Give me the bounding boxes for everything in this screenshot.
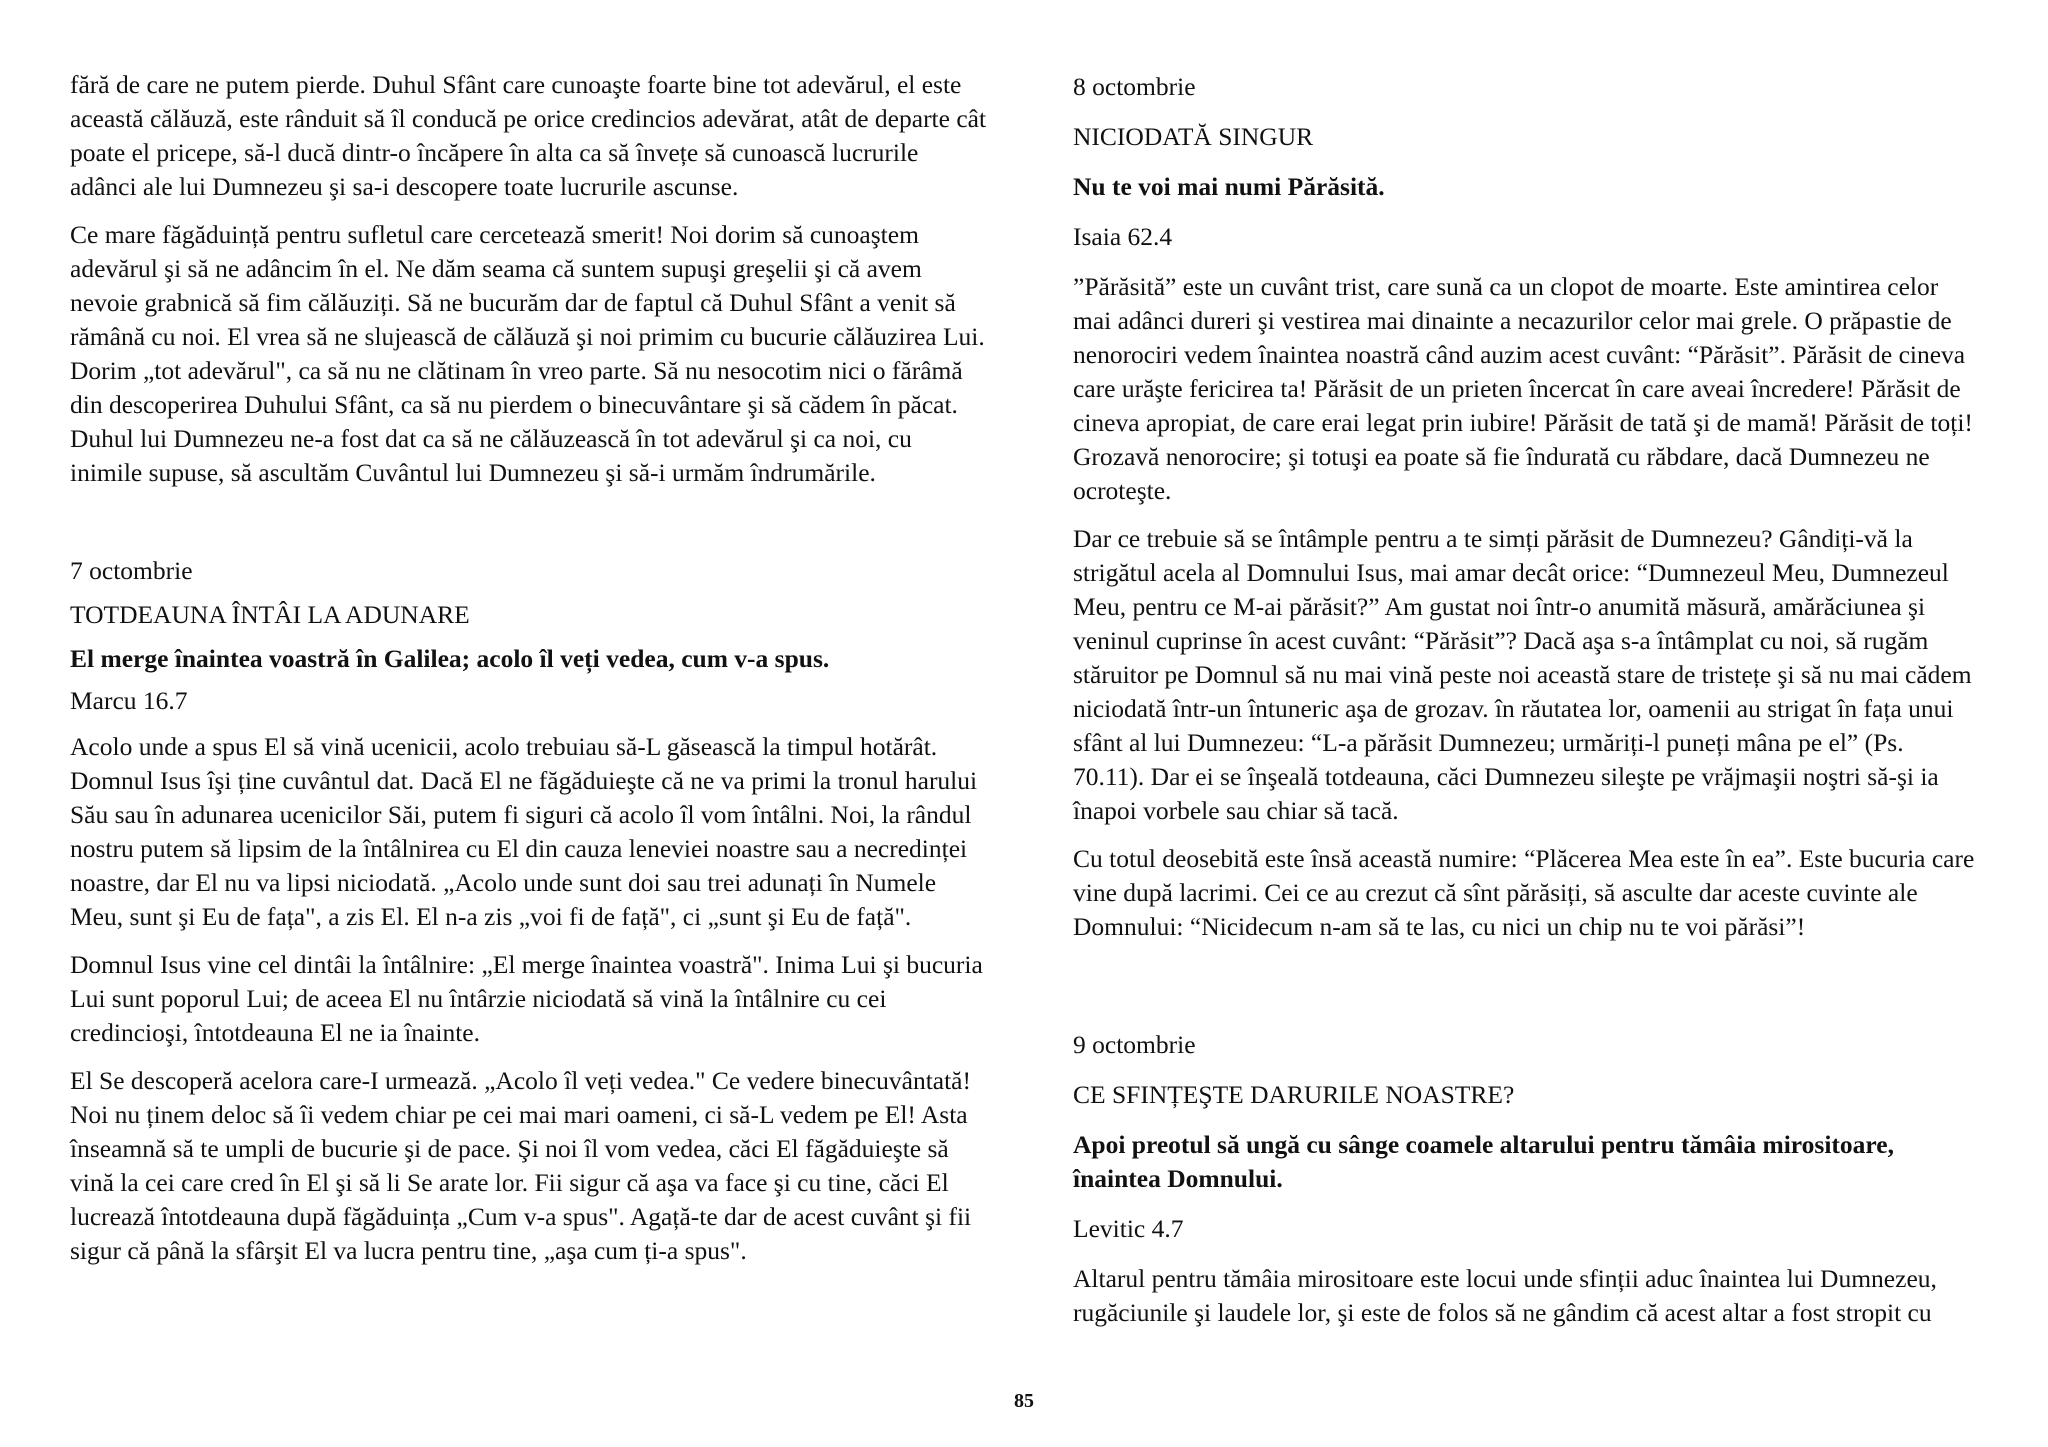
entry-date: 7 octombrie (70, 556, 193, 585)
entry-title: TOTDEAUNA ÎNTÂI LA ADUNARE (70, 600, 470, 629)
entry-paragraph: ”Părăsită” este un cuvânt trist, care sună ca un clopot de moarte. Este amintirea celor mai adânci dureri şi vestirea mai dinainte a necazurilor celor mai grele. O prăpastie de nenorociri vedem înaintea noastră când auzim acest cuvânt: “Părăsit”. Părăsit de cineva care urăşte fericirea ta! Părăsit de un prieten încercat în care aveai încredere! Părăsit de cineva apropiat, de care erai legat prin iubire! Părăsit de tată şi de mamă! Părăsit de toți! Grozavă nenorocire; şi totuşi ea poate să fie îndurată cu răbdare, dacă Dumnezeu ne ocroteşte. (1073, 272, 1973, 505)
entry-verse: El merge înaintea voastră în Galilea; acolo îl veți vedea, cum v-a spus. (70, 644, 830, 673)
devotional-entry-oct-9 (1073, 1028, 1978, 1330)
entry-spacer (70, 504, 990, 554)
entry-paragraph: Dar ce trebuie să se întâmple pentru a te simți părăsit de Dumnezeu? Gândiți-vă la strigătul acela al Domnului Isus, mai amar decât orice: “Dumnezeul Meu, Dumnezeul Meu, pentru ce M-ai părăsit?” Am gustat noi într-o anumită măsură, amărăciunea şi veninul cuprinse în acest cuvânt: “Părăsit”? Dacă aşa s-a întâmplat cu noi, să rugăm stăruitor pe Domnul să nu mai vină peste noi această stare de tristețe şi să nu mai cădem niciodată într-un întuneric aşa de grozav. în răutatea lor, oamenii au strigat în fața unui sfânt al lui Dumnezeu: “L-a părăsit Dumnezeu; urmăriți-l puneți mâna pe el” (Ps. 70.11). Dar ei se înşeală totdeauna, căci Dumnezeu sileşte pe vrăjmaşii noştri să-şi ia înapoi vorbele sau chiar să tacă. (1073, 524, 1972, 825)
entry-paragraph: Altarul pentru tămâia mirositoare este locui unde sfinții aduc înaintea lui Dumnezeu, rugăciunile şi laudele lor, şi este de folos să ne gândim că acest altar a fost stropit cu (1073, 1264, 1937, 1327)
entry-title: NICIODATĂ SINGUR (1073, 122, 1314, 151)
entry-reference: Marcu 16.7 (70, 686, 188, 715)
entry-verse: Nu te voi mai numi Părăsită. (1073, 172, 1385, 201)
entry-paragraph: El Se descoperă acelora care-I urmează. „Acolo îl veți vedea." Ce vedere binecuvântată! Noi nu ținem deloc să îi vedem chiar pe cei mai mari oameni, ci să-L vedem pe El! Asta înseamnă să te umpli de bucurie şi de pace. Şi noi îl vom vedea, căci El făgăduieşte să vină la cei care cred în El şi să li Se arate lor. Fii sigur că aşa va face şi cu tine, căci El lucrează întotdeauna după făgăduința „Cum v-a spus". Agață-te dar de acest cuvânt şi fii sigur că până la sfârşit El va lucra pentru tine, „aşa cum ți-a spus". (70, 1066, 972, 1265)
entry-paragraph: Domnul Isus vine cel dintâi la întâlnire: „El merge înaintea voastră". Inima Lui şi bucuria Lui sunt poporul Lui; de aceea El nu întârzie niciodată să vină la întâlnire cu cei credincioşi, întotdeauna El ne ia înainte. (70, 950, 983, 1047)
entry-paragraph: Cu totul deosebită este însă această numire: “Plăcerea Mea este în ea”. Este bucuria care vine după lacrimi. Cei ce au crezut că sînt părăsiți, să asculte dar aceste cuvinte ale Domnului: “Nicidecum n-am să te las, cu nici un chip nu te voi părăsi”! (1073, 844, 1975, 941)
entry-date: 9 octombrie (1073, 1030, 1196, 1059)
entry-reference: Levitic 4.7 (1073, 1214, 1184, 1243)
left-column (70, 68, 990, 1282)
devotional-entry-oct-7 (70, 554, 990, 1268)
continuation-paragraph: fără de care ne putem pierde. Duhul Sfânt care cunoaşte foarte bine tot adevărul, el este această călăuză, este rânduit să îl conducă pe orice credincios adevărat, atât de departe cât poate el pricepe, să-l ducă dintr-o încăpere în alta ca să învețe să cunoască lucrurile adânci ale lui Dumnezeu şi sa-i descopere toate lucrurile ascunse. (70, 70, 987, 201)
continuation-paragraph: Ce mare făgăduință pentru sufletul care cercetează smerit! Noi dorim să cunoaştem adevărul şi să ne adâncim în el. Ne dăm seama că suntem supuşi greşelii şi că avem nevoie grabnică să fim călăuziți. Să ne bucurăm dar de faptul că Duhul Sfânt a venit să rămână cu noi. El vrea să ne slujească de călăuză şi noi primim cu bucurie călăuzirea Lui. Dorim „tot adevărul", ca să nu ne clătinam în vreo parte. Să nu nesocotim nici o fărâmă din descoperirea Duhului Sfânt, ca să nu pierdem o binecuvântare şi să cădem în păcat. Duhul lui Dumnezeu ne-a fost dat ca să ne călăuzească în tot adevărul şi ca noi, cu inimile supuse, să ascultăm Cuvântul lui Dumnezeu şi să-i urmăm îndrumările. (70, 220, 985, 487)
entry-spacer (1073, 958, 1978, 1028)
entry-reference: Isaia 62.4 (1073, 222, 1173, 251)
devotional-entry-oct-8 (1073, 70, 1978, 944)
entry-title: CE SFINȚEŞTE DARURILE NOASTRE? (1073, 1080, 1515, 1109)
right-column (1073, 70, 1978, 1344)
entry-paragraph: Acolo unde a spus El să vină ucenicii, acolo trebuiau să-L găsească la timpul hotărât. Domnul Isus îşi ține cuvântul dat. Dacă El ne făgăduieşte că ne va primi la tronul harului Său sau în adunarea ucenicilor Săi, putem fi siguri că acolo îl vom întâlni. Noi, la rândul nostru putem să lipsim de la întâlnirea cu El din cauza leneviei noastre sau a necredinței noastre, dar El nu va lipsi niciodată. „Acolo unde sunt doi sau trei adunați în Numele Meu, sunt şi Eu de fața", a zis El. El n-a zis „voi fi de față", ci „sunt şi Eu de față". (70, 732, 978, 931)
entry-verse: Apoi preotul să ungă cu sânge coamele altarului pentru tămâia mirositoare, înaintea Domnului. (1073, 1130, 1894, 1193)
entry-date: 8 octombrie (1073, 72, 1196, 101)
page-number: 85 (1014, 1390, 1034, 1412)
